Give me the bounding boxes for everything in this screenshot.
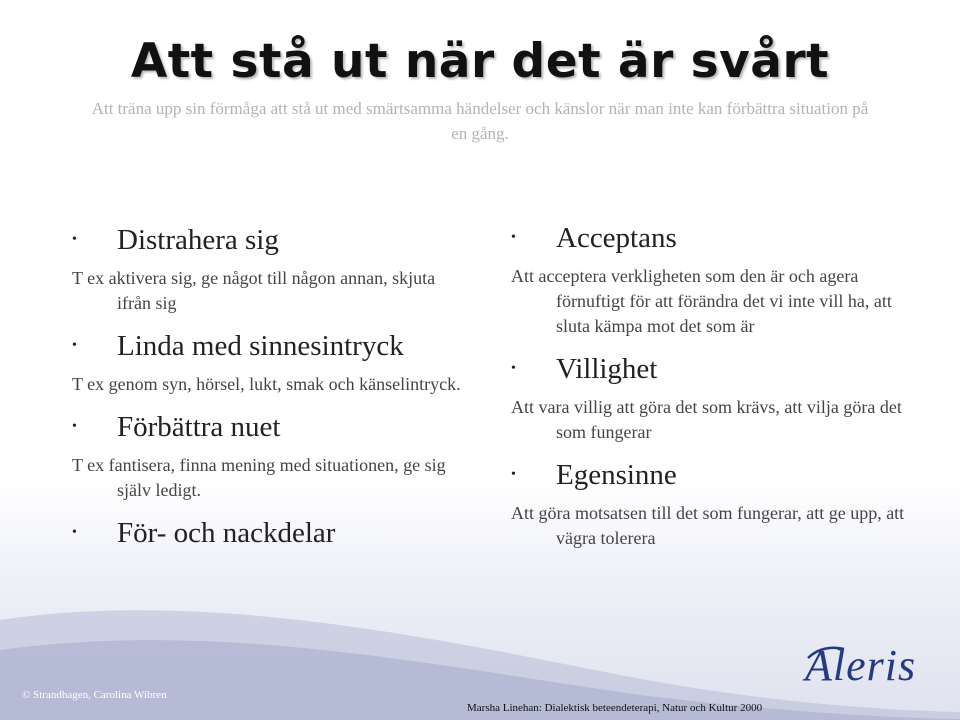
item-description: T ex aktivera sig, ge något till någon annan, skjuta ifrån sig (72, 268, 436, 313)
heading-text: Distrahera sig (117, 224, 279, 256)
right-column (511, 220, 921, 563)
list-item (511, 220, 921, 339)
heading-text: Linda med sinnesintryck (117, 330, 404, 362)
heading-text: Egensinne (556, 459, 677, 491)
list-item (511, 457, 921, 551)
list-item (72, 222, 472, 316)
list-item (511, 351, 921, 445)
item-heading (511, 351, 921, 387)
item-heading (72, 328, 472, 364)
slide-subtitle: Att träna upp sin förmåga att stå ut med smärtsamma händelser och känslor när man inte kan förbättra situation på en gång. (91, 99, 869, 143)
list-item (72, 409, 472, 503)
item-heading (511, 220, 921, 256)
heading-text: Acceptans (556, 222, 677, 254)
item-heading (72, 222, 472, 258)
bullet-icon: • (511, 361, 516, 376)
bullet-icon: • (72, 232, 77, 247)
bullet-icon: • (72, 419, 77, 434)
item-heading (72, 409, 472, 445)
item-description: Att göra motsatsen till det som fungerar, att ge upp, att vägra tolerera (511, 503, 905, 548)
bullet-icon: • (511, 230, 516, 245)
item-description: Att acceptera verkligheten som den är och agera förnuftigt för att förändra det vi inte vill ha, att sluta kämpa mot det som är (511, 266, 892, 336)
aleris-logo: Aleris (805, 641, 917, 690)
item-heading (511, 457, 921, 493)
heading-text: Förbättra nuet (117, 411, 281, 443)
bullet-icon: • (511, 467, 516, 482)
bullet-icon: • (72, 525, 77, 540)
copyright-notice: © Strandhagen, Carolina Wibren (22, 689, 167, 701)
item-description: Att vara villig att göra det som krävs, att vilja göra det som fungerar (511, 397, 902, 442)
bullet-icon: • (72, 338, 77, 353)
item-description: T ex fantisera, finna mening med situationen, ge sig själv ledigt. (72, 455, 446, 500)
item-heading (72, 515, 472, 551)
list-item (72, 328, 472, 397)
left-column (72, 220, 472, 551)
list-item (72, 515, 472, 551)
item-description: T ex genom syn, hörsel, lukt, smak och känselintryck. (72, 374, 461, 394)
slide-title: Att stå ut när det är svårt (130, 34, 830, 89)
source-credit: Marsha Linehan: Dialektisk beteendeterapi, Natur och Kultur 2000 (467, 702, 763, 714)
heading-text: Villighet (556, 353, 658, 385)
heading-text: För- och nackdelar (117, 517, 336, 549)
